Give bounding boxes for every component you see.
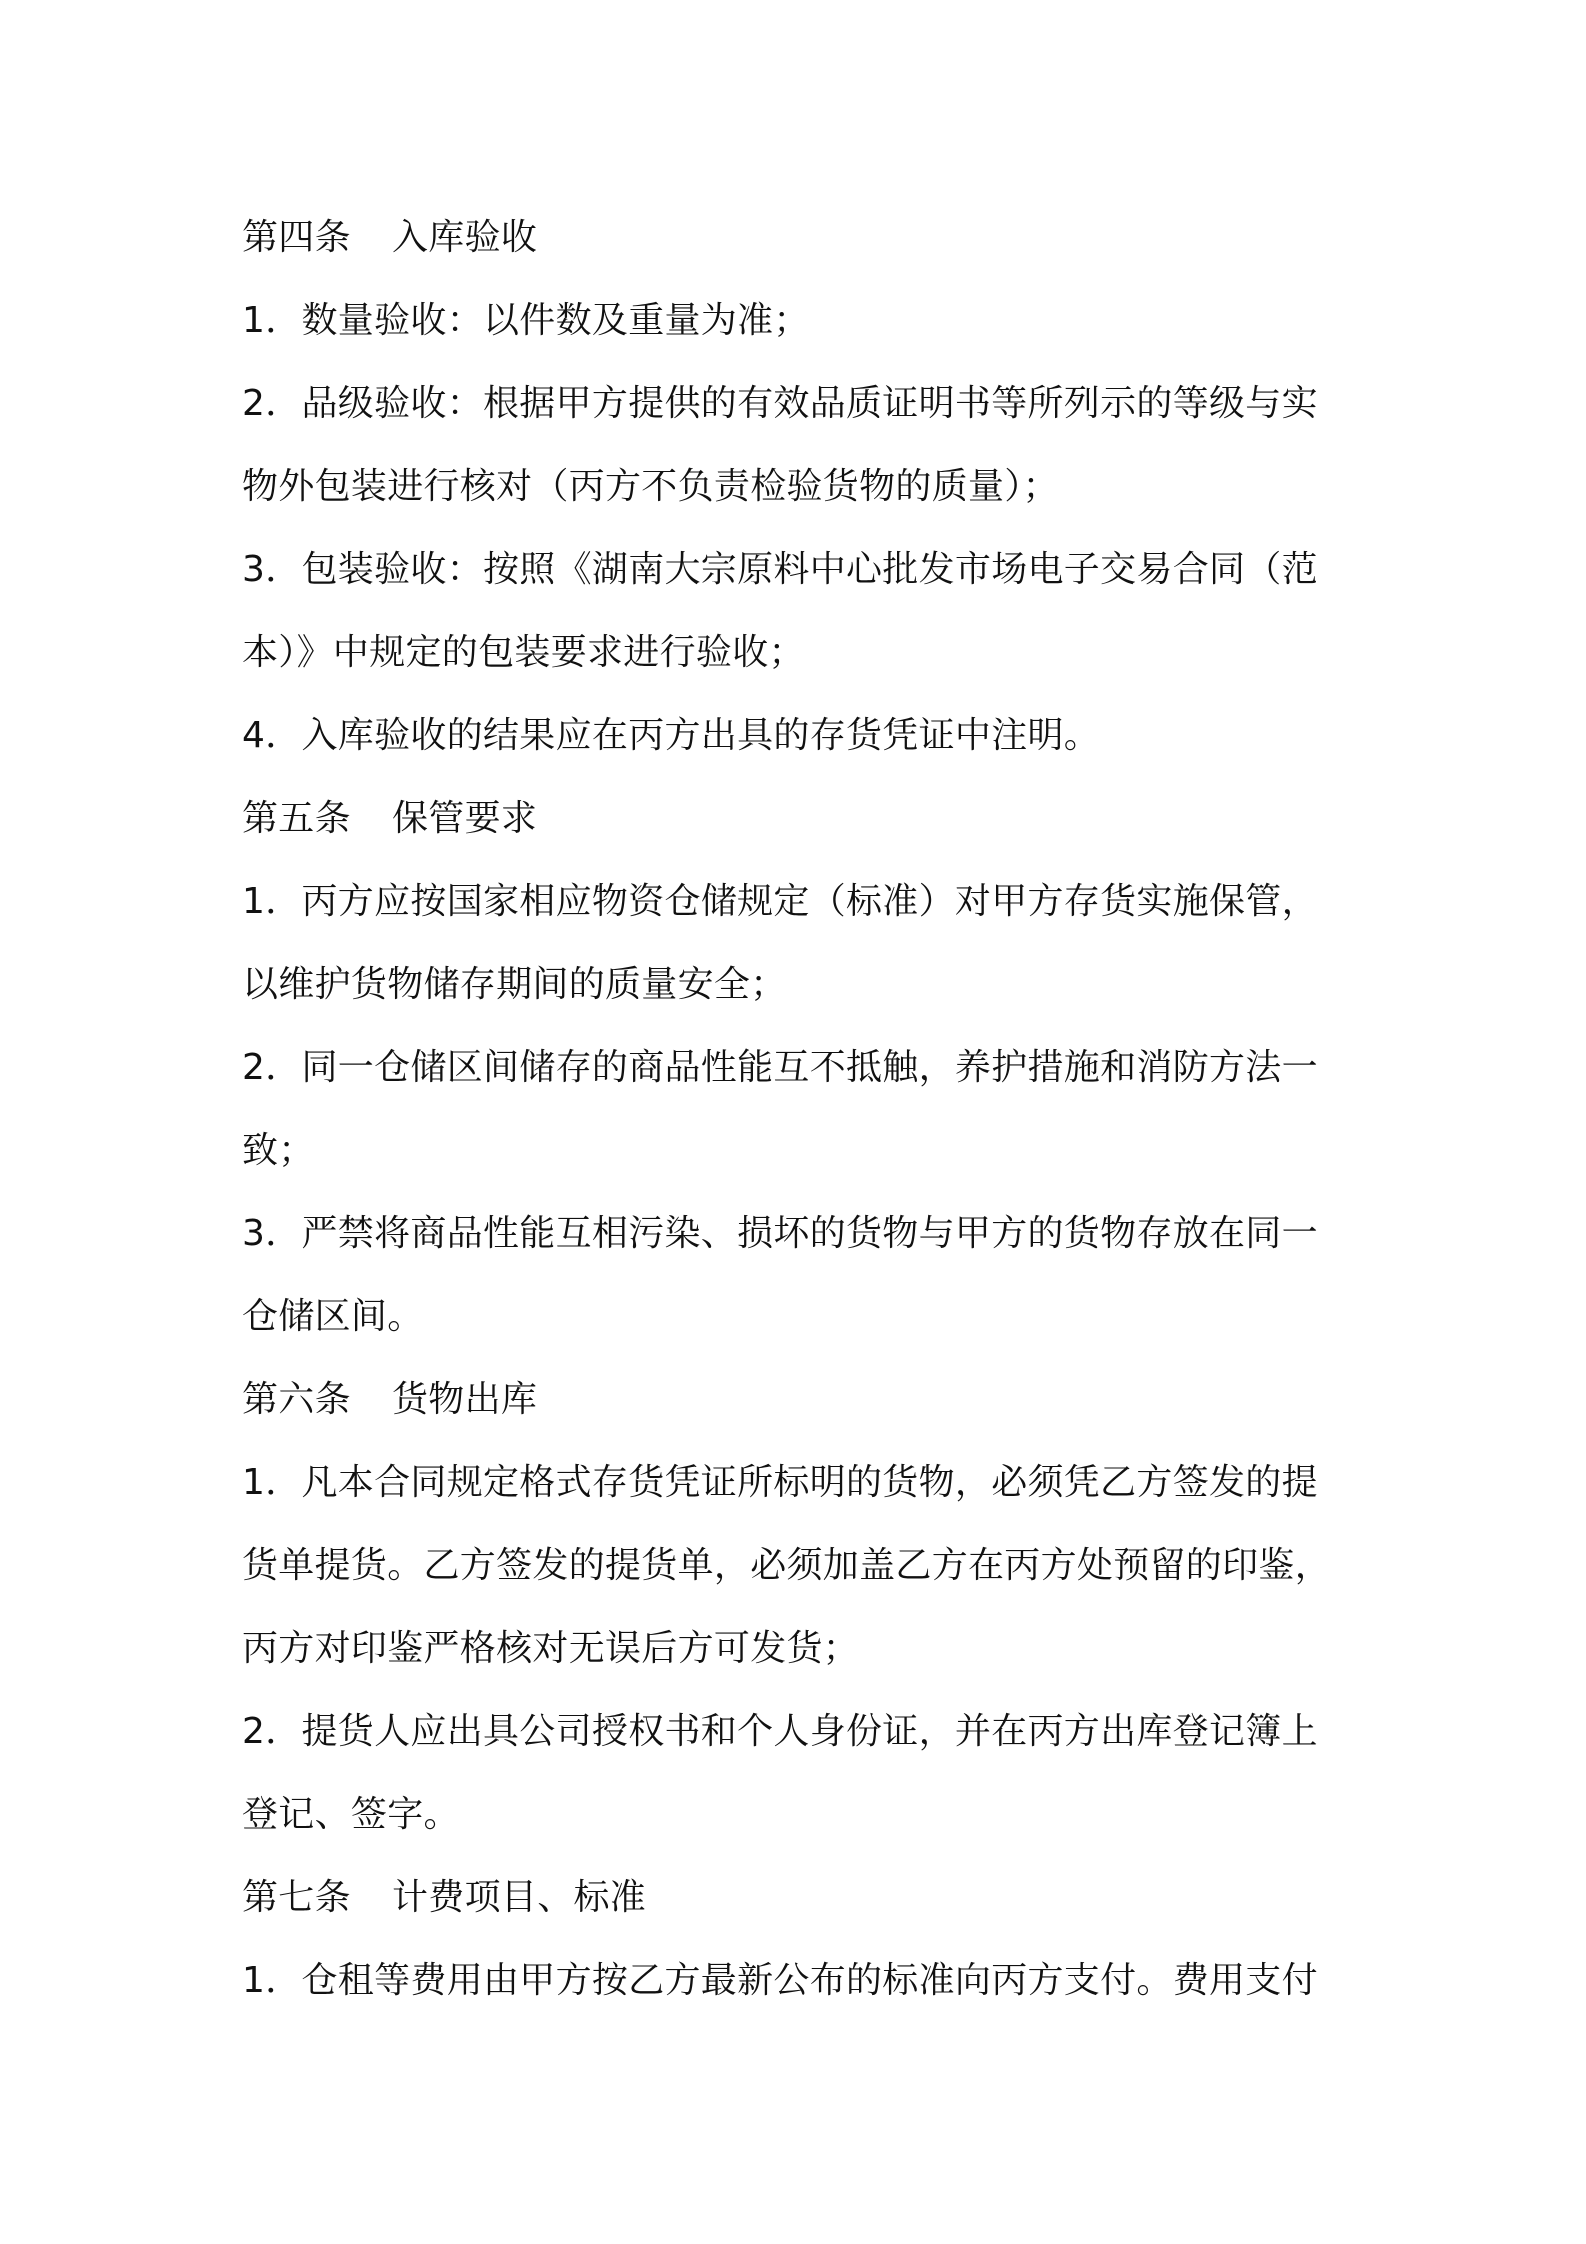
paragraph-line: 致； (242, 1130, 315, 1171)
paragraph-line: 丙方对印鉴严格核对无误后方可发货； (242, 1628, 860, 1669)
paragraph-line: 1．丙方应按国家相应物资仓储规定（标准）对甲方存货实施保管， (242, 881, 1318, 922)
paragraph-line: 3．严禁将商品性能互相污染、损坏的货物与甲方的货物存放在同一 (242, 1213, 1318, 1254)
paragraph-line: 3．包装验收：按照《湖南大宗原料中心批发市场电子交易合同（范 (242, 549, 1318, 590)
paragraph-line: 2．同一仓储区间储存的商品性能互不抵触，养护措施和消防方法一 (242, 1047, 1318, 1088)
paragraph-line: 4．入库验收的结果应在丙方出具的存货凭证中注明。 (242, 715, 1101, 756)
article-title: 货物出库 (392, 1379, 538, 1420)
article-title: 入库验收 (392, 217, 538, 258)
paragraph-line: 以维护货物储存期间的质量安全； (242, 964, 787, 1005)
article-number: 第五条 (242, 798, 351, 839)
article-title: 保管要求 (392, 798, 538, 839)
paragraph-line: 物外包装进行核对（丙方不负责检验货物的质量）； (242, 466, 1059, 507)
document-body (242, 196, 1362, 2022)
paragraph-line: 1．数量验收：以件数及重量为准； (242, 300, 810, 341)
article-number: 第七条 (242, 1877, 351, 1918)
paragraph-line: 仓储区间。 (242, 1296, 424, 1337)
article-number: 第六条 (242, 1379, 351, 1420)
paragraph-line: 2．品级验收：根据甲方提供的有效品质证明书等所列示的等级与实 (242, 383, 1318, 424)
article-heading (242, 196, 1362, 279)
article-heading (242, 1358, 1362, 1441)
paragraph-line: 1．凡本合同规定格式存货凭证所标明的货物，必须凭乙方签发的提 (242, 1462, 1318, 1503)
paragraph-line: 本）》中规定的包装要求进行验收； (242, 632, 805, 673)
article-title: 计费项目、标准 (392, 1877, 647, 1918)
article-heading (242, 777, 1362, 860)
paragraph-line: 1．仓租等费用由甲方按乙方最新公布的标准向丙方支付。费用支付 (242, 1960, 1318, 2001)
article-number: 第四条 (242, 217, 351, 258)
paragraph-line: 货单提货。乙方签发的提货单，必须加盖乙方在丙方处预留的印鉴， (242, 1545, 1332, 1586)
paragraph-line: 登记、签字。 (242, 1794, 460, 1835)
article-heading (242, 1856, 1362, 1939)
paragraph-line: 2．提货人应出具公司授权书和个人身份证，并在丙方出库登记簿上 (242, 1711, 1318, 1752)
